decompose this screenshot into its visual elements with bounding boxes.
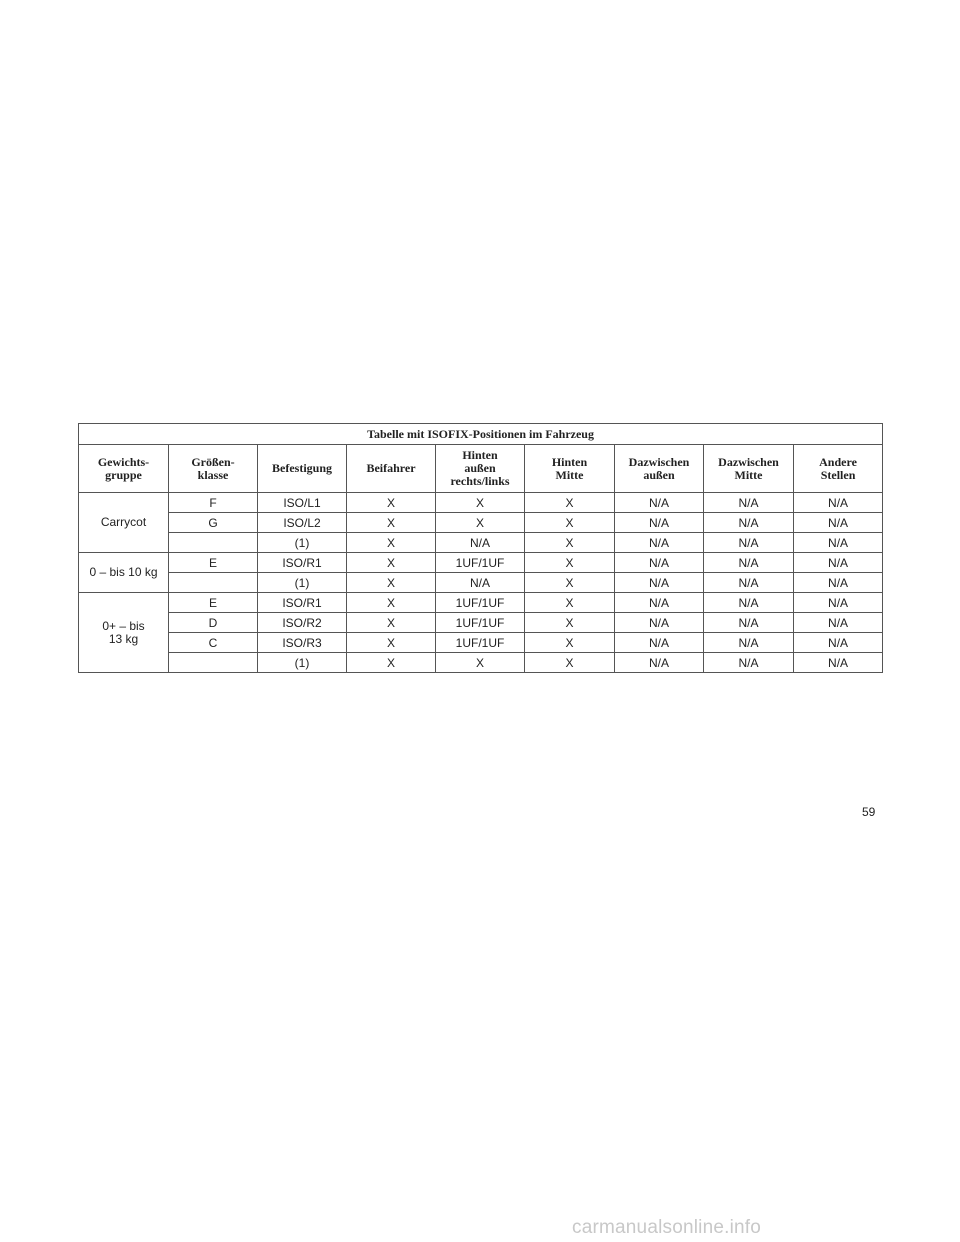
cell-dazwischen-aussen: N/A: [615, 533, 704, 553]
cell-dazwischen-mitte: N/A: [704, 633, 794, 653]
cell-beifahrer: X: [347, 633, 436, 653]
cell-dazwischen-aussen: N/A: [615, 493, 704, 513]
cell-andere-stellen: N/A: [794, 513, 883, 533]
cell-dazwischen-aussen: N/A: [615, 573, 704, 593]
table-row: [79, 513, 883, 533]
cell-dazwischen-aussen: N/A: [615, 553, 704, 573]
cell-fixture: ISO/R1: [258, 593, 347, 613]
cell-hinten-aussen: 1UF/1UF: [436, 593, 525, 613]
cell-beifahrer: X: [347, 493, 436, 513]
table-header-row: [79, 445, 883, 493]
cell-fixture: ISO/L2: [258, 513, 347, 533]
cell-hinten-mitte: X: [525, 533, 615, 553]
cell-dazwischen-mitte: N/A: [704, 513, 794, 533]
cell-hinten-aussen: N/A: [436, 573, 525, 593]
cell-andere-stellen: N/A: [794, 573, 883, 593]
cell-andere-stellen: N/A: [794, 633, 883, 653]
cell-beifahrer: X: [347, 533, 436, 553]
cell-andere-stellen: N/A: [794, 553, 883, 573]
cell-dazwischen-aussen: N/A: [615, 513, 704, 533]
cell-hinten-aussen: 1UF/1UF: [436, 553, 525, 573]
table-row: [79, 593, 883, 613]
cell-dazwischen-aussen: N/A: [615, 613, 704, 633]
cell-dazwischen-mitte: N/A: [704, 573, 794, 593]
cell-beifahrer: X: [347, 553, 436, 573]
cell-andere-stellen: N/A: [794, 653, 883, 673]
weight-group-cell: 0+ – bis 13 kg: [79, 593, 169, 673]
cell-hinten-mitte: X: [525, 653, 615, 673]
table-row: [79, 573, 883, 593]
isofix-positions-table: [78, 423, 883, 673]
cell-hinten-mitte: X: [525, 633, 615, 653]
table-row: [79, 653, 883, 673]
column-header-dazwischen-mitte: Dazwischen Mitte: [704, 445, 794, 493]
weight-group-cell: 0 – bis 10 kg: [79, 553, 169, 593]
page-number: 59: [862, 805, 876, 819]
cell-hinten-aussen: 1UF/1UF: [436, 633, 525, 653]
table-row: [79, 633, 883, 653]
cell-dazwischen-aussen: N/A: [615, 593, 704, 613]
cell-dazwischen-aussen: N/A: [615, 633, 704, 653]
cell-hinten-mitte: X: [525, 613, 615, 633]
cell-fixture: ISO/R1: [258, 553, 347, 573]
cell-fixture: ISO/R2: [258, 613, 347, 633]
column-header-groessenklasse: Größen- klasse: [169, 445, 258, 493]
cell-size-class: [169, 533, 258, 553]
column-header-befestigung: Befestigung: [258, 445, 347, 493]
cell-fixture: ISO/R3: [258, 633, 347, 653]
cell-size-class: [169, 653, 258, 673]
cell-dazwischen-mitte: N/A: [704, 613, 794, 633]
cell-hinten-mitte: X: [525, 493, 615, 513]
cell-dazwischen-aussen: N/A: [615, 653, 704, 673]
table-row: [79, 533, 883, 553]
table-row: [79, 613, 883, 633]
cell-fixture: (1): [258, 533, 347, 553]
cell-hinten-mitte: X: [525, 593, 615, 613]
cell-andere-stellen: N/A: [794, 493, 883, 513]
weight-group-cell: Carrycot: [79, 493, 169, 553]
cell-dazwischen-mitte: N/A: [704, 553, 794, 573]
cell-fixture: (1): [258, 653, 347, 673]
cell-size-class: E: [169, 593, 258, 613]
table-row: [79, 493, 883, 513]
cell-fixture: (1): [258, 573, 347, 593]
cell-size-class: C: [169, 633, 258, 653]
cell-beifahrer: X: [347, 573, 436, 593]
cell-size-class: G: [169, 513, 258, 533]
cell-hinten-aussen: X: [436, 513, 525, 533]
cell-hinten-aussen: N/A: [436, 533, 525, 553]
cell-andere-stellen: N/A: [794, 613, 883, 633]
column-header-andere-stellen: Andere Stellen: [794, 445, 883, 493]
cell-hinten-aussen: X: [436, 493, 525, 513]
cell-size-class: F: [169, 493, 258, 513]
cell-dazwischen-mitte: N/A: [704, 653, 794, 673]
column-header-dazwischen-aussen: Dazwischen außen: [615, 445, 704, 493]
table-row: [79, 553, 883, 573]
column-header-hinten-mitte: Hinten Mitte: [525, 445, 615, 493]
cell-size-class: [169, 573, 258, 593]
cell-beifahrer: X: [347, 613, 436, 633]
cell-andere-stellen: N/A: [794, 533, 883, 553]
column-header-gewichtsgruppe: Gewichts- gruppe: [79, 445, 169, 493]
cell-hinten-mitte: X: [525, 573, 615, 593]
cell-beifahrer: X: [347, 593, 436, 613]
cell-hinten-mitte: X: [525, 553, 615, 573]
cell-size-class: E: [169, 553, 258, 573]
table-caption: Tabelle mit ISOFIX-Positionen im Fahrzeug: [79, 424, 883, 445]
cell-andere-stellen: N/A: [794, 593, 883, 613]
cell-beifahrer: X: [347, 653, 436, 673]
cell-dazwischen-mitte: N/A: [704, 593, 794, 613]
cell-hinten-aussen: X: [436, 653, 525, 673]
footer-watermark: carmanualsonline.info: [572, 1217, 762, 1238]
cell-hinten-mitte: X: [525, 513, 615, 533]
cell-hinten-aussen: 1UF/1UF: [436, 613, 525, 633]
column-header-beifahrer: Beifahrer: [347, 445, 436, 493]
cell-size-class: D: [169, 613, 258, 633]
cell-beifahrer: X: [347, 513, 436, 533]
cell-fixture: ISO/L1: [258, 493, 347, 513]
column-header-hinten-aussen: Hinten außen rechts/links: [436, 445, 525, 493]
cell-dazwischen-mitte: N/A: [704, 533, 794, 553]
table-body: [79, 493, 883, 673]
cell-dazwischen-mitte: N/A: [704, 493, 794, 513]
